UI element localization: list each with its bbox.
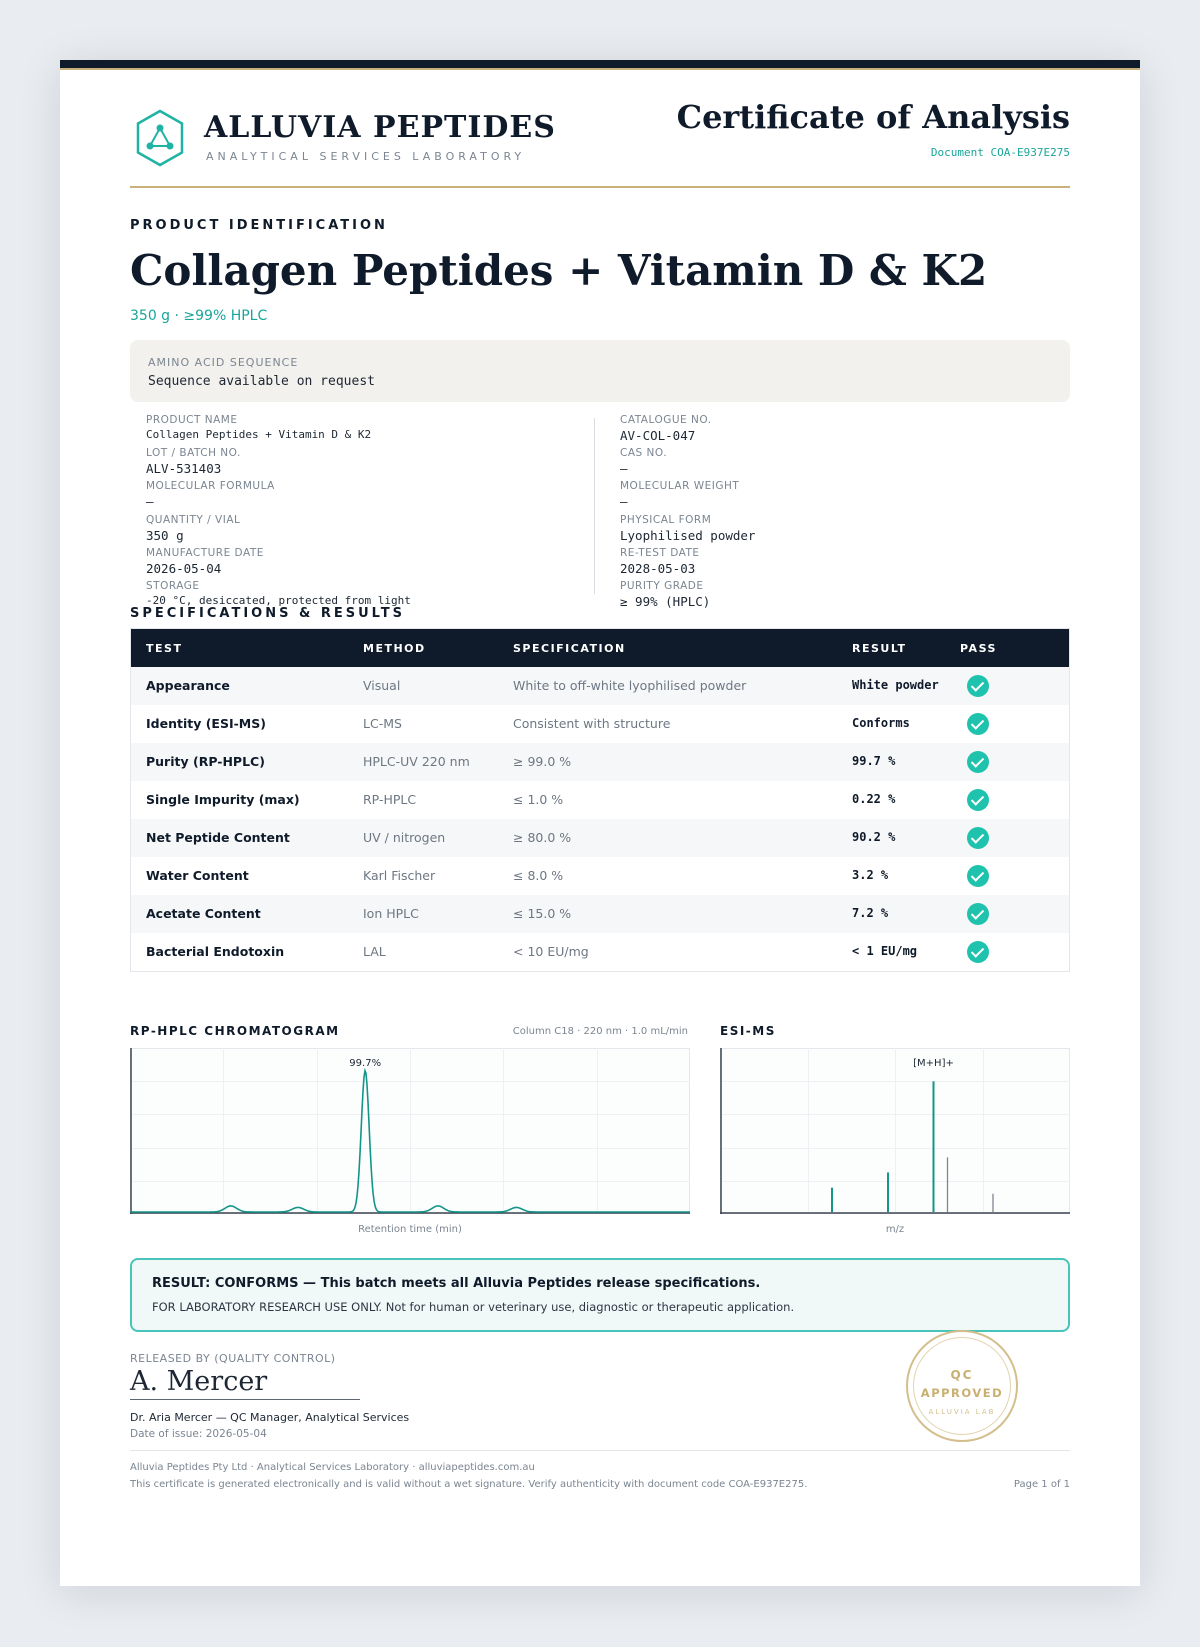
result-cell: 90.2 % [852,830,896,844]
sequence-label: AMINO ACID SEQUENCE [148,356,299,369]
specification-cell: ≥ 99.0 % [513,754,572,769]
esi-chart-title: ESI-MS [720,1024,776,1038]
column-header-pass: PASS [960,642,997,655]
certificate-page [60,60,1140,1586]
hplc-chart-note: Column C18 · 220 nm · 1.0 mL/min [512,1026,688,1037]
research-use-notice: FOR LABORATORY RESEARCH USE ONLY. Not for human or veterinary use, diagnostic or therapeutic application. [152,1300,795,1314]
page-number: Page 1 of 1 [1013,1479,1070,1490]
test-cell: Single Impurity (max) [146,792,300,807]
specification-cell: White to off-white lyophilised powder [513,678,747,693]
sequence-value: Sequence available on request [148,374,375,389]
table-body [131,667,1069,971]
field-purity-grade [620,580,710,609]
specs-section-label: SPECIFICATIONS & RESULTS [130,606,406,621]
specification-cell: ≤ 1.0 % [513,792,564,807]
signature: A. Mercer [130,1366,360,1400]
table-row [131,705,1069,743]
specification-cell: ≤ 15.0 % [513,906,572,921]
field-label: CATALOGUE NO. [620,414,712,426]
test-cell: Water Content [146,868,249,883]
field-label: CAS NO. [620,447,668,459]
result-cell: < 1 EU/mg [852,944,918,958]
table-row [131,857,1069,895]
column-header-result: RESULT [852,642,907,655]
table-row [131,819,1069,857]
field-label: MOLECULAR WEIGHT [620,480,740,492]
field-value: — [620,461,628,476]
field-label: MOLECULAR FORMULA [146,480,275,492]
result-statement: RESULT: CONFORMS — This batch meets all Alluvia Peptides release specifications. [152,1276,761,1291]
field-value: Lyophilised powder [620,528,756,543]
esi-x-axis-title: m/z [885,1224,905,1235]
method-cell: LC-MS [363,716,402,731]
specifications-table [130,628,1070,972]
field-storage [146,580,411,607]
table-row [131,667,1069,705]
main-peak-label: 99.7% [349,1058,382,1069]
field-value: — [146,494,154,509]
field-catalogue-number [620,414,712,443]
specification-cell: < 10 EU/mg [513,944,589,959]
check-icon [967,751,989,773]
check-icon [967,675,989,697]
table-row [131,895,1069,933]
fields-divider [594,418,595,594]
document-header [130,92,1070,188]
signer-name: Dr. Aria Mercer — QC Manager, Analytical Services [130,1411,410,1424]
footer-company: Alluvia Peptides Pty Ltd · Analytical Services Laboratory · alluviapeptides.com.au [130,1462,535,1473]
test-cell: Appearance [146,678,230,693]
table-header-row [131,629,1069,667]
field-value: 2026-05-04 [146,561,222,576]
result-cell: 0.22 % [852,792,896,806]
footer-divider [130,1450,1070,1451]
sequence-box [130,340,1070,402]
hplc-chart-title: RP-HPLC CHROMATOGRAM [130,1024,340,1038]
issue-date: Date of issue: 2026-05-04 [130,1428,267,1440]
check-icon [967,941,989,963]
method-cell: Visual [363,678,401,693]
result-cell: White powder [852,678,939,692]
product-subtitle: 350 g · ≥99% HPLC [130,308,268,324]
column-header-method: METHOD [363,642,426,655]
hexagon-molecule-icon [134,108,186,168]
esi-ms-chart [720,1048,1070,1214]
stamp-qc-text: QC [950,1368,974,1382]
test-cell: Acetate Content [146,906,261,921]
method-cell: UV / nitrogen [363,830,446,845]
result-cell: 99.7 % [852,754,896,768]
table-row [131,743,1069,781]
field-label: PHYSICAL FORM [620,514,712,526]
stamp-lab-text: ALLUVIA LAB [928,1408,996,1416]
qc-approved-stamp [906,1330,1018,1442]
result-cell: 3.2 % [852,868,889,882]
hplc-x-axis-title: Retention time (min) [358,1224,462,1235]
document-code: Document COA-E937E275 [930,146,1070,159]
field-value: ALV-531403 [146,461,222,476]
result-summary-box [130,1258,1070,1332]
field-value: ≥ 99% (HPLC) [620,594,711,609]
specification-cell: ≥ 80.0 % [513,830,572,845]
check-icon [967,713,989,735]
table-row [131,781,1069,819]
field-molecular-weight [620,480,739,509]
column-header-test: TEST [146,642,183,655]
check-icon [967,865,989,887]
test-cell: Purity (RP-HPLC) [146,754,265,769]
check-icon [967,903,989,925]
method-cell: Ion HPLC [363,906,419,921]
field-label: MANUFACTURE DATE [146,547,264,559]
hplc-chromatogram-chart [130,1048,690,1214]
specification-cell: Consistent with structure [513,716,671,731]
field-label: RE-TEST DATE [620,547,700,559]
field-retest-date [620,547,700,576]
specification-cell: ≤ 8.0 % [513,868,564,883]
field-value: -20 °C, desiccated, protected from light [146,594,411,607]
molecular-ion-label: [M+H]+ [913,1058,954,1069]
field-lot-number [146,447,241,476]
field-molecular-formula [146,480,275,509]
field-value: 2028-05-03 [620,561,696,576]
method-cell: LAL [363,944,386,959]
field-label: QUANTITY / VIAL [146,514,241,526]
brand-subtitle: ANALYTICAL SERVICES LABORATORY [206,150,526,163]
method-cell: Karl Fischer [363,868,436,883]
field-quantity [146,514,240,543]
test-cell: Identity (ESI-MS) [146,716,266,731]
product-section-label: PRODUCT IDENTIFICATION [130,218,388,233]
field-physical-form [620,514,755,543]
product-title: Collagen Peptides + Vitamin D & K2 [130,246,988,295]
method-cell: HPLC-UV 220 nm [363,754,470,769]
field-label: PRODUCT NAME [146,414,238,426]
field-value: AV-COL-047 [620,428,696,443]
method-cell: RP-HPLC [363,792,417,807]
table-row [131,933,1069,971]
field-value: — [620,494,628,509]
test-cell: Net Peptide Content [146,830,290,845]
test-cell: Bacterial Endotoxin [146,944,285,959]
check-icon [967,789,989,811]
field-label: PURITY GRADE [620,580,704,592]
check-icon [967,827,989,849]
footer-verification-note: This certificate is generated electronically and is valid without a wet signature. Verify authenticity with document code COA-E937E275. [130,1479,808,1490]
brand-name: ALLUVIA PEPTIDES [204,110,556,145]
field-value: 350 g [146,528,184,543]
result-cell: 7.2 % [852,906,889,920]
field-product-name [146,414,371,441]
released-by-label: RELEASED BY (QUALITY CONTROL) [130,1352,336,1365]
column-header-specification: SPECIFICATION [513,642,626,655]
field-value: Collagen Peptides + Vitamin D & K2 [146,428,372,441]
result-cell: Conforms [852,716,910,730]
field-cas-number [620,447,667,476]
field-label: LOT / BATCH NO. [146,447,241,459]
document-title: Certificate of Analysis [676,98,1070,136]
stamp-approved-text: APPROVED [920,1386,1004,1400]
field-label: STORAGE [146,580,200,592]
field-manufacture-date [146,547,264,576]
